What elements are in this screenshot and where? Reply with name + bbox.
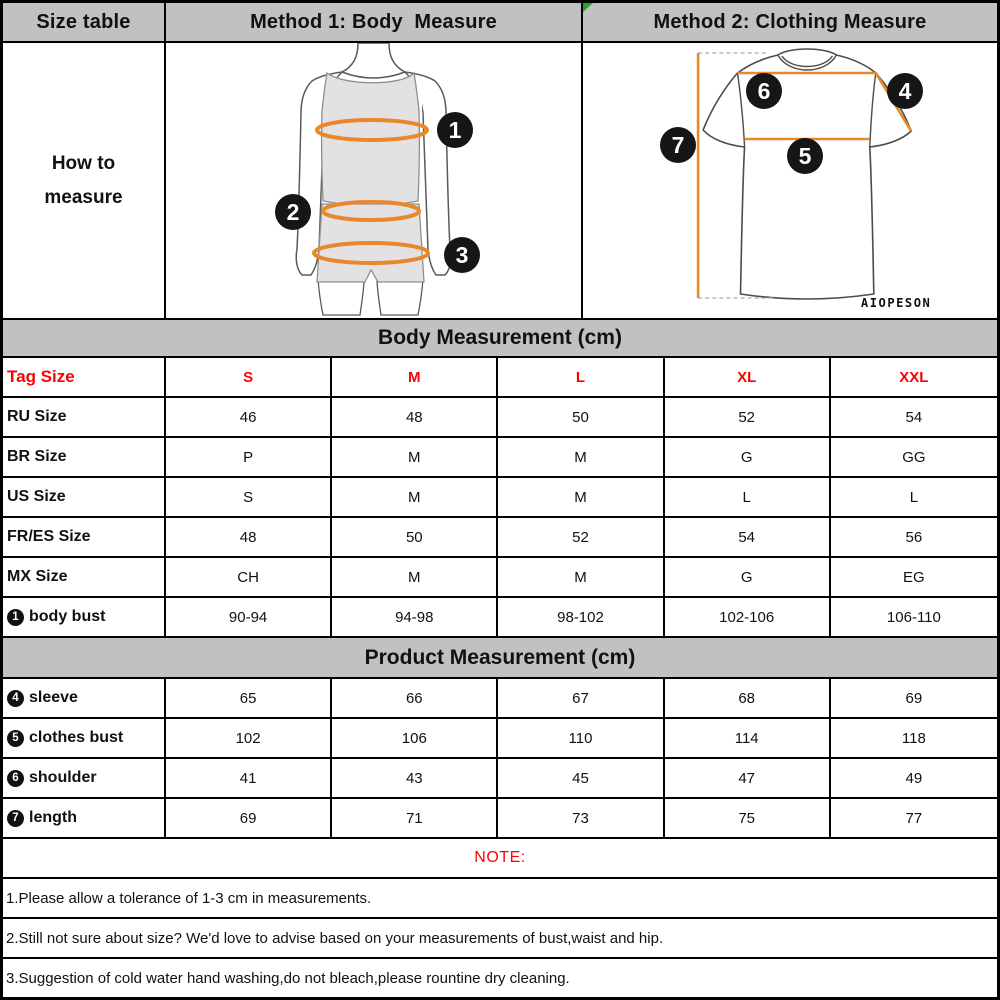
size-col-s: S (166, 358, 332, 398)
size-value-cell: 48 (332, 398, 498, 438)
size-value-cell: M (498, 438, 664, 478)
size-value-cell: 41 (166, 759, 332, 799)
size-value-cell: 73 (498, 799, 664, 839)
product-measurement-title-cell (3, 638, 997, 679)
size-value-cell: M (498, 558, 664, 598)
tag-size-label: Tag Size (7, 367, 75, 386)
size-value-cell: 65 (166, 679, 332, 719)
size-value-cell: 56 (831, 518, 997, 558)
tshirt-illustration (583, 43, 997, 318)
size-col-xl: XL (665, 358, 831, 398)
row-label-cell: BR Size (3, 438, 166, 478)
size-value-cell: L (831, 478, 997, 518)
size-value-cell: 75 (665, 799, 831, 839)
method1-title: Method 1: Body Measure (250, 10, 497, 33)
row-label-cell: MX Size (3, 558, 166, 598)
table-row-mx-size (3, 558, 997, 598)
size-value-cell: 102-106 (665, 598, 831, 638)
brand-text: AIOPESON (860, 296, 932, 310)
table-row-clothes-bust (3, 719, 997, 759)
size-value-cell: 77 (831, 799, 997, 839)
note-title-row (3, 839, 997, 879)
header-cell-size-table (3, 3, 166, 43)
circled-number-5: 5 (7, 730, 24, 747)
size-value-cell: 45 (498, 759, 664, 799)
size-value-cell: 66 (332, 679, 498, 719)
circled-number-6: 6 (7, 770, 24, 787)
size-value-cell: 110 (498, 719, 664, 759)
header-cell-method2 (583, 3, 997, 43)
row-label-cell: 4 sleeve (3, 679, 166, 719)
table-row-us-size (3, 478, 997, 518)
size-value-cell: 102 (166, 719, 332, 759)
size-col-l: L (498, 358, 664, 398)
size-value-cell: 114 (665, 719, 831, 759)
size-value-cell: 106-110 (831, 598, 997, 638)
size-col-xxl: XXL (831, 358, 997, 398)
row-label-cell: 1 body bust (3, 598, 166, 638)
marker-shoulder-6: 6 (746, 73, 782, 109)
table-row-fres-size (3, 518, 997, 558)
size-value-cell: 94-98 (332, 598, 498, 638)
how-to-measure-cell (3, 43, 166, 320)
note-row-1 (3, 879, 997, 919)
size-value-cell: M (332, 438, 498, 478)
product-measurement-header-row (3, 638, 997, 679)
table-row-sleeve (3, 679, 997, 719)
size-value-cell: 52 (498, 518, 664, 558)
size-value-cell: 46 (166, 398, 332, 438)
note-row-2 (3, 919, 997, 959)
tshirt-outline (703, 49, 911, 299)
figure-left-leg (318, 279, 364, 315)
size-value-cell: 69 (166, 799, 332, 839)
size-value-cell: GG (831, 438, 997, 478)
marker-sleeve-4: 4 (887, 73, 923, 109)
circled-number-4: 4 (7, 690, 24, 707)
size-value-cell: 106 (332, 719, 498, 759)
size-value-cell: 68 (665, 679, 831, 719)
size-value-cell: 98-102 (498, 598, 664, 638)
note-item: 2.Still not sure about size? We'd love to advise based on your measurements of bust,waist and hip. (3, 919, 997, 959)
row-label-cell: 6 shoulder (3, 759, 166, 799)
figure-neck (342, 43, 405, 78)
body-measurement-header-row (3, 320, 997, 358)
table-row-shoulder (3, 759, 997, 799)
top-header-row (3, 3, 997, 43)
row-label-cell: 5 clothes bust (3, 719, 166, 759)
note-item: 1.Please allow a tolerance of 1-3 cm in measurements. (3, 879, 997, 919)
note-row-3 (3, 959, 997, 997)
size-value-cell: P (166, 438, 332, 478)
row-label-cell: 7 length (3, 799, 166, 839)
size-table-title: Size table (36, 10, 131, 33)
size-value-cell: 54 (665, 518, 831, 558)
diagram-row (3, 43, 997, 320)
table-row-br-size (3, 438, 997, 478)
size-value-cell: G (665, 438, 831, 478)
marker-hip-3: 3 (444, 237, 480, 273)
size-value-cell: 71 (332, 799, 498, 839)
how-to-measure-label: How to measure (44, 153, 123, 208)
body-measurement-title-cell (3, 320, 997, 358)
size-value-cell: 43 (332, 759, 498, 799)
note-title-cell (3, 839, 997, 879)
body-measurement-title: Body Measurement (cm) (378, 326, 622, 349)
row-label-cell: FR/ES Size (3, 518, 166, 558)
body-figure-illustration (166, 43, 581, 318)
size-value-cell: 52 (665, 398, 831, 438)
note-title: NOTE: (474, 849, 526, 866)
table-row-ru-size (3, 398, 997, 438)
figure-right-leg (377, 279, 423, 315)
size-value-cell: M (332, 478, 498, 518)
tag-size-label-cell (3, 358, 166, 398)
clothing-measure-diagram (583, 43, 997, 320)
marker-chest-5: 5 (787, 138, 823, 174)
header-cell-method1 (166, 3, 583, 43)
size-value-cell: 50 (498, 398, 664, 438)
circled-number-7: 7 (7, 810, 24, 827)
size-value-cell: S (166, 478, 332, 518)
size-value-cell: EG (831, 558, 997, 598)
note-item: 3.Suggestion of cold water hand washing,do not bleach,please rountine dry cleaning. (3, 959, 997, 997)
table-row-length (3, 799, 997, 839)
row-label-cell: RU Size (3, 398, 166, 438)
green-corner-marker (583, 3, 593, 12)
table-row-body-bust (3, 598, 997, 638)
size-value-cell: M (332, 558, 498, 598)
size-value-cell: 67 (498, 679, 664, 719)
size-value-cell: 48 (166, 518, 332, 558)
product-measurement-title: Product Measurement (cm) (364, 645, 636, 669)
size-value-cell: 69 (831, 679, 997, 719)
marker-waist-2: 2 (275, 194, 311, 230)
size-value-cell: 54 (831, 398, 997, 438)
marker-length-7: 7 (660, 127, 696, 163)
size-value-cell: M (498, 478, 664, 518)
size-value-cell: L (665, 478, 831, 518)
circled-number-1: 1 (7, 609, 24, 626)
size-value-cell: 118 (831, 719, 997, 759)
body-measure-diagram (166, 43, 583, 320)
size-value-cell: 90-94 (166, 598, 332, 638)
size-value-cell: G (665, 558, 831, 598)
size-value-cell: 47 (665, 759, 831, 799)
size-value-cell: 49 (831, 759, 997, 799)
row-label-cell: US Size (3, 478, 166, 518)
method2-title: Method 2: Clothing Measure (653, 10, 927, 33)
size-value-cell: CH (166, 558, 332, 598)
size-col-m: M (332, 358, 498, 398)
marker-bust-1: 1 (437, 112, 473, 148)
size-value-cell: 50 (332, 518, 498, 558)
tag-size-header-row (3, 358, 997, 398)
